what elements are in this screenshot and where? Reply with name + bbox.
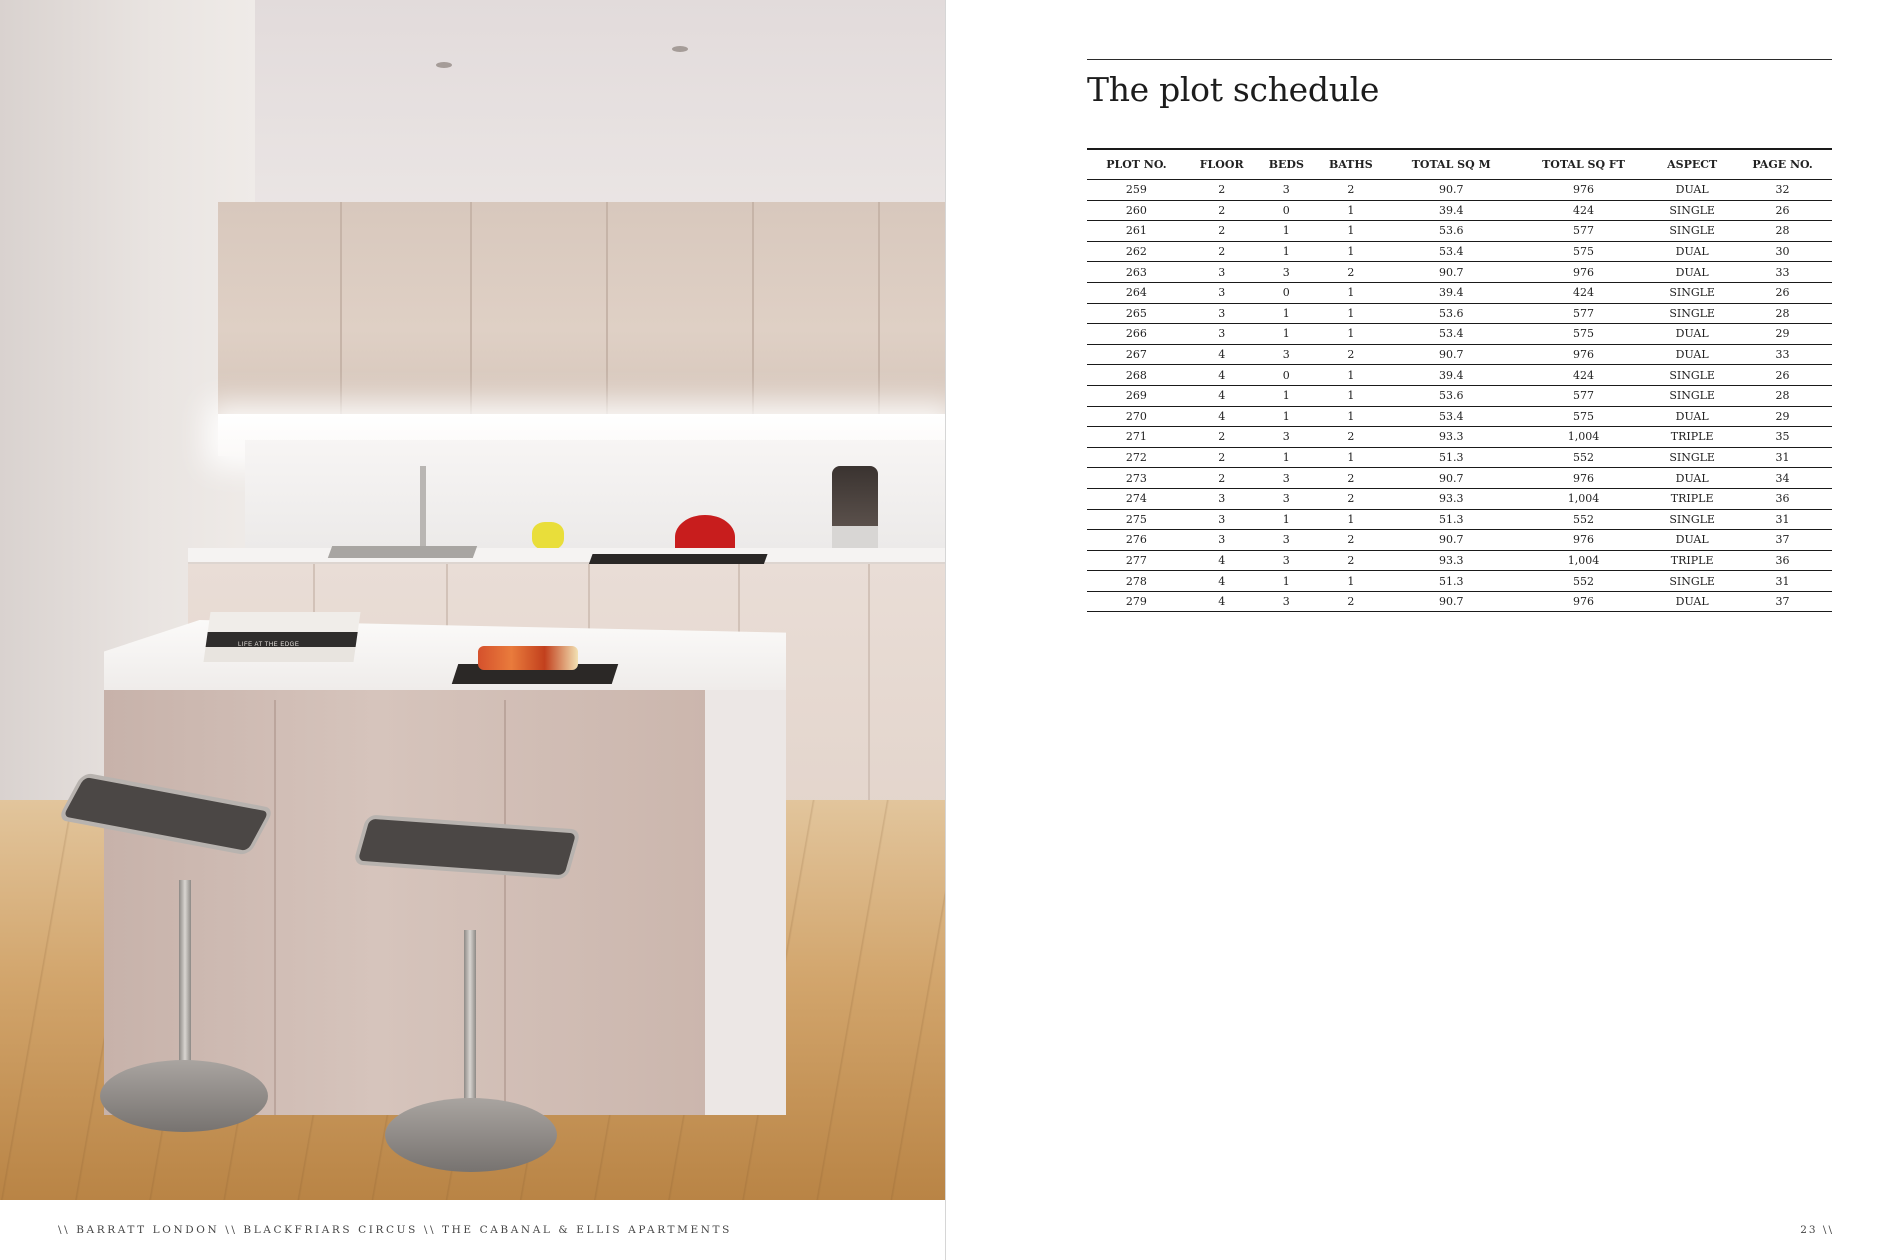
table-row: [1087, 324, 1832, 345]
cell-aspect: DUAL: [1651, 241, 1733, 262]
cell-page-no: 36: [1733, 488, 1832, 509]
plot-schedule-table: [1087, 148, 1832, 612]
cell-page-no: 31: [1733, 509, 1832, 530]
column-header-baths: BATHS: [1315, 149, 1387, 180]
table-row: [1087, 385, 1832, 406]
table-row: [1087, 180, 1832, 201]
cell-baths: 2: [1315, 344, 1387, 365]
cell-page-no: 35: [1733, 427, 1832, 448]
cell-baths: 1: [1315, 200, 1387, 221]
cell-total-sq-ft: 976: [1516, 262, 1651, 283]
cell-total-sq-ft: 976: [1516, 344, 1651, 365]
cell-plot-no: 272: [1087, 447, 1186, 468]
column-header-beds: BEDS: [1258, 149, 1316, 180]
book-spine-text: LIFE AT THE EDGE: [238, 642, 300, 648]
cell-beds: 0: [1258, 282, 1316, 303]
cell-plot-no: 274: [1087, 488, 1186, 509]
cell-page-no: 28: [1733, 221, 1832, 242]
lemons-bowl: [532, 522, 564, 550]
column-header-aspect: ASPECT: [1651, 149, 1733, 180]
kitchen-photo: [0, 0, 945, 1200]
page-title: The plot schedule: [1087, 70, 1380, 109]
cell-baths: 2: [1315, 550, 1387, 571]
cell-floor: 4: [1186, 550, 1258, 571]
cell-beds: 0: [1258, 365, 1316, 386]
cell-total-sq-ft: 575: [1516, 241, 1651, 262]
cell-baths: 2: [1315, 262, 1387, 283]
cell-total-sq-ft: 424: [1516, 200, 1651, 221]
cell-page-no: 34: [1733, 468, 1832, 489]
cell-total-sq-ft: 577: [1516, 303, 1651, 324]
table-row: [1087, 427, 1832, 448]
cell-page-no: 29: [1733, 324, 1832, 345]
cell-total-sq-m: 53.4: [1387, 241, 1516, 262]
cell-page-no: 36: [1733, 550, 1832, 571]
cell-beds: 1: [1258, 324, 1316, 345]
cell-floor: 3: [1186, 530, 1258, 551]
table-row: [1087, 344, 1832, 365]
books: [203, 612, 360, 662]
cell-floor: 2: [1186, 180, 1258, 201]
cell-floor: 3: [1186, 303, 1258, 324]
table-row: [1087, 406, 1832, 427]
cell-plot-no: 267: [1087, 344, 1186, 365]
page-gutter: [945, 0, 946, 1260]
cell-total-sq-ft: 1,004: [1516, 550, 1651, 571]
cell-baths: 1: [1315, 241, 1387, 262]
cell-aspect: DUAL: [1651, 180, 1733, 201]
page-number: 23 \\: [1800, 1224, 1834, 1236]
cell-plot-no: 279: [1087, 591, 1186, 612]
cell-beds: 3: [1258, 262, 1316, 283]
cell-page-no: 28: [1733, 303, 1832, 324]
tap: [420, 466, 426, 546]
cell-aspect: TRIPLE: [1651, 550, 1733, 571]
cell-aspect: DUAL: [1651, 262, 1733, 283]
cell-total-sq-m: 39.4: [1387, 200, 1516, 221]
cell-page-no: 33: [1733, 262, 1832, 283]
cell-aspect: SINGLE: [1651, 282, 1733, 303]
cell-aspect: DUAL: [1651, 468, 1733, 489]
cell-baths: 2: [1315, 530, 1387, 551]
island-side: [705, 660, 786, 1115]
cell-baths: 1: [1315, 571, 1387, 592]
cell-baths: 2: [1315, 427, 1387, 448]
cell-total-sq-m: 53.4: [1387, 324, 1516, 345]
table-row: [1087, 571, 1832, 592]
cell-aspect: SINGLE: [1651, 571, 1733, 592]
cell-page-no: 33: [1733, 344, 1832, 365]
cell-plot-no: 259: [1087, 180, 1186, 201]
cell-total-sq-m: 93.3: [1387, 550, 1516, 571]
cell-baths: 1: [1315, 385, 1387, 406]
cell-plot-no: 262: [1087, 241, 1186, 262]
cell-plot-no: 270: [1087, 406, 1186, 427]
column-header-plot-no: PLOT NO.: [1087, 149, 1186, 180]
cell-aspect: DUAL: [1651, 591, 1733, 612]
cell-beds: 3: [1258, 344, 1316, 365]
cell-aspect: SINGLE: [1651, 221, 1733, 242]
cell-aspect: DUAL: [1651, 530, 1733, 551]
bar-stool-base: [100, 1060, 268, 1132]
cell-total-sq-ft: 424: [1516, 365, 1651, 386]
cell-beds: 3: [1258, 180, 1316, 201]
cell-page-no: 26: [1733, 200, 1832, 221]
cell-beds: 1: [1258, 221, 1316, 242]
cell-baths: 1: [1315, 324, 1387, 345]
table-row: [1087, 200, 1832, 221]
cell-beds: 1: [1258, 447, 1316, 468]
cell-aspect: SINGLE: [1651, 303, 1733, 324]
cell-floor: 3: [1186, 509, 1258, 530]
table-header-row: [1087, 149, 1832, 180]
cell-page-no: 32: [1733, 180, 1832, 201]
cell-beds: 1: [1258, 571, 1316, 592]
cell-total-sq-ft: 575: [1516, 324, 1651, 345]
cell-total-sq-m: 90.7: [1387, 262, 1516, 283]
column-header-floor: FLOOR: [1186, 149, 1258, 180]
cell-floor: 3: [1186, 282, 1258, 303]
table-row: [1087, 221, 1832, 242]
cell-beds: 3: [1258, 550, 1316, 571]
cell-total-sq-m: 90.7: [1387, 530, 1516, 551]
upper-cabinets: [218, 202, 945, 416]
cell-total-sq-ft: 552: [1516, 509, 1651, 530]
cell-total-sq-ft: 976: [1516, 591, 1651, 612]
cell-plot-no: 266: [1087, 324, 1186, 345]
cell-plot-no: 268: [1087, 365, 1186, 386]
cell-page-no: 31: [1733, 447, 1832, 468]
cell-beds: 0: [1258, 200, 1316, 221]
table-row: [1087, 591, 1832, 612]
cell-total-sq-ft: 976: [1516, 530, 1651, 551]
cell-total-sq-ft: 1,004: [1516, 488, 1651, 509]
column-header-total-sq-m: TOTAL SQ M: [1387, 149, 1516, 180]
cell-floor: 2: [1186, 447, 1258, 468]
cell-page-no: 30: [1733, 241, 1832, 262]
table-row: [1087, 365, 1832, 386]
cell-total-sq-ft: 424: [1516, 282, 1651, 303]
table-row: [1087, 303, 1832, 324]
title-rule: [1087, 59, 1832, 60]
cell-total-sq-m: 90.7: [1387, 468, 1516, 489]
table-row: [1087, 488, 1832, 509]
cell-floor: 4: [1186, 385, 1258, 406]
cell-floor: 3: [1186, 488, 1258, 509]
cell-total-sq-m: 93.3: [1387, 488, 1516, 509]
cell-baths: 2: [1315, 591, 1387, 612]
cell-plot-no: 271: [1087, 427, 1186, 448]
table-row: [1087, 468, 1832, 489]
cell-beds: 1: [1258, 509, 1316, 530]
cell-plot-no: 265: [1087, 303, 1186, 324]
cell-total-sq-ft: 552: [1516, 571, 1651, 592]
tray-food: [478, 646, 578, 670]
cell-baths: 1: [1315, 303, 1387, 324]
cell-beds: 3: [1258, 488, 1316, 509]
cell-total-sq-m: 51.3: [1387, 509, 1516, 530]
cell-beds: 1: [1258, 241, 1316, 262]
table-row: [1087, 530, 1832, 551]
cell-beds: 3: [1258, 530, 1316, 551]
cell-total-sq-ft: 575: [1516, 406, 1651, 427]
cell-baths: 1: [1315, 509, 1387, 530]
cell-page-no: 26: [1733, 365, 1832, 386]
cell-total-sq-ft: 552: [1516, 447, 1651, 468]
cell-aspect: SINGLE: [1651, 509, 1733, 530]
bar-stool-base: [385, 1098, 557, 1172]
cell-total-sq-ft: 577: [1516, 385, 1651, 406]
cell-page-no: 28: [1733, 385, 1832, 406]
cell-baths: 2: [1315, 180, 1387, 201]
rear-worktop: [188, 548, 945, 564]
cell-beds: 3: [1258, 591, 1316, 612]
cell-floor: 4: [1186, 344, 1258, 365]
cell-total-sq-ft: 976: [1516, 468, 1651, 489]
cell-total-sq-ft: 976: [1516, 180, 1651, 201]
cell-plot-no: 269: [1087, 385, 1186, 406]
cell-total-sq-m: 90.7: [1387, 344, 1516, 365]
cell-floor: 4: [1186, 571, 1258, 592]
cell-baths: 1: [1315, 406, 1387, 427]
cell-page-no: 26: [1733, 282, 1832, 303]
cell-beds: 3: [1258, 427, 1316, 448]
cell-plot-no: 261: [1087, 221, 1186, 242]
running-footer: \\ BARRATT LONDON \\ BLACKFRIARS CIRCUS \\ THE CABANAL & ELLIS APARTMENTS: [58, 1224, 732, 1236]
cell-aspect: TRIPLE: [1651, 427, 1733, 448]
cell-total-sq-ft: 1,004: [1516, 427, 1651, 448]
cell-baths: 1: [1315, 365, 1387, 386]
cell-aspect: DUAL: [1651, 324, 1733, 345]
cell-total-sq-m: 53.6: [1387, 385, 1516, 406]
cell-baths: 2: [1315, 468, 1387, 489]
cell-baths: 1: [1315, 221, 1387, 242]
cell-beds: 1: [1258, 385, 1316, 406]
cell-baths: 1: [1315, 447, 1387, 468]
cell-total-sq-m: 93.3: [1387, 427, 1516, 448]
cell-page-no: 29: [1733, 406, 1832, 427]
cell-total-sq-m: 39.4: [1387, 365, 1516, 386]
cell-total-sq-m: 53.6: [1387, 303, 1516, 324]
cell-floor: 4: [1186, 365, 1258, 386]
cell-floor: 4: [1186, 406, 1258, 427]
cell-baths: 1: [1315, 282, 1387, 303]
cell-floor: 4: [1186, 591, 1258, 612]
cell-plot-no: 278: [1087, 571, 1186, 592]
cell-beds: 1: [1258, 303, 1316, 324]
cell-aspect: SINGLE: [1651, 200, 1733, 221]
cell-aspect: DUAL: [1651, 406, 1733, 427]
island-front: [104, 680, 709, 1115]
table-row: [1087, 241, 1832, 262]
cell-beds: 3: [1258, 468, 1316, 489]
column-header-total-sq-ft: TOTAL SQ FT: [1516, 149, 1651, 180]
cell-floor: 2: [1186, 221, 1258, 242]
table-row: [1087, 262, 1832, 283]
cell-plot-no: 275: [1087, 509, 1186, 530]
table-row: [1087, 447, 1832, 468]
cell-total-sq-ft: 577: [1516, 221, 1651, 242]
cell-plot-no: 260: [1087, 200, 1186, 221]
sink: [328, 546, 477, 558]
cell-aspect: SINGLE: [1651, 385, 1733, 406]
cell-baths: 2: [1315, 488, 1387, 509]
cell-total-sq-m: 90.7: [1387, 180, 1516, 201]
column-header-page-no: PAGE NO.: [1733, 149, 1832, 180]
cell-total-sq-m: 51.3: [1387, 447, 1516, 468]
cell-beds: 1: [1258, 406, 1316, 427]
cell-floor: 2: [1186, 468, 1258, 489]
cell-aspect: SINGLE: [1651, 447, 1733, 468]
cell-aspect: DUAL: [1651, 344, 1733, 365]
cell-plot-no: 277: [1087, 550, 1186, 571]
cell-plot-no: 264: [1087, 282, 1186, 303]
cell-floor: 2: [1186, 427, 1258, 448]
cell-plot-no: 263: [1087, 262, 1186, 283]
cell-floor: 3: [1186, 262, 1258, 283]
cell-page-no: 31: [1733, 571, 1832, 592]
downlight: [672, 46, 688, 52]
cell-floor: 2: [1186, 241, 1258, 262]
cell-page-no: 37: [1733, 591, 1832, 612]
cell-aspect: TRIPLE: [1651, 488, 1733, 509]
cell-total-sq-m: 51.3: [1387, 571, 1516, 592]
cell-total-sq-m: 53.4: [1387, 406, 1516, 427]
cell-total-sq-m: 39.4: [1387, 282, 1516, 303]
cell-aspect: SINGLE: [1651, 365, 1733, 386]
table-row: [1087, 509, 1832, 530]
cell-total-sq-m: 90.7: [1387, 591, 1516, 612]
downlight: [436, 62, 452, 68]
table-row: [1087, 550, 1832, 571]
cell-page-no: 37: [1733, 530, 1832, 551]
cell-floor: 2: [1186, 200, 1258, 221]
cell-floor: 3: [1186, 324, 1258, 345]
cell-plot-no: 276: [1087, 530, 1186, 551]
table-row: [1087, 282, 1832, 303]
cell-plot-no: 273: [1087, 468, 1186, 489]
cell-total-sq-m: 53.6: [1387, 221, 1516, 242]
